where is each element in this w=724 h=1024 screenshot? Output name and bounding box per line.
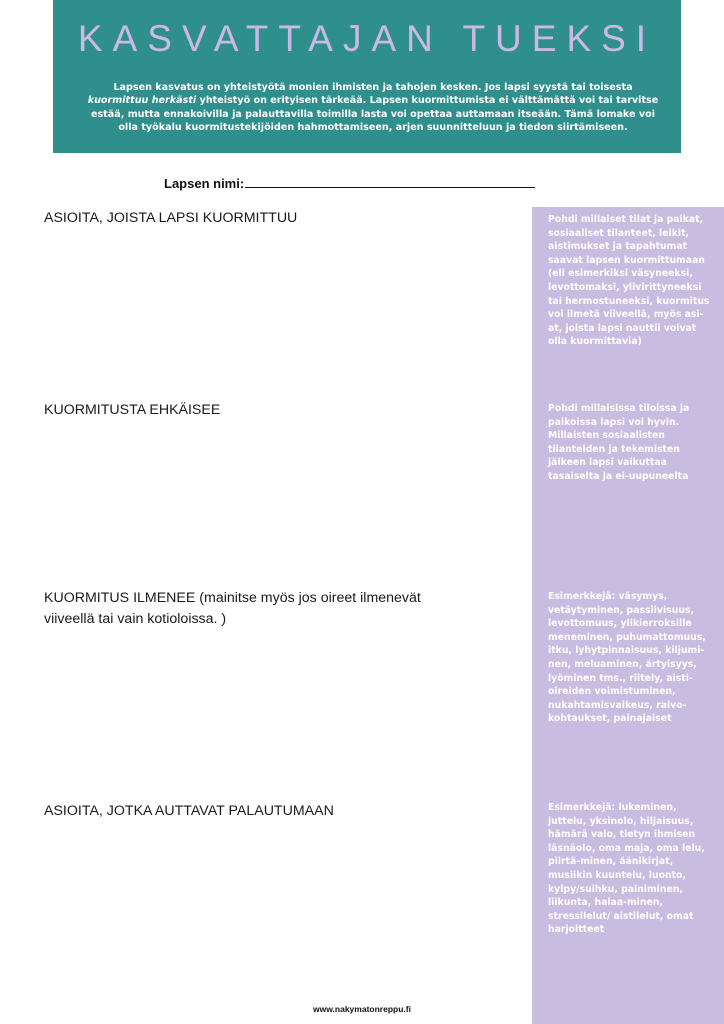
section-title-prevention: KUORMITUSTA EHKÄISEE (44, 402, 221, 418)
section-title-symptoms: KUORMITUS ILMENEE (mainitse myös jos oireet ilmenevät viiveellä tai vain kotioloissa. ) (44, 590, 421, 627)
intro-emphasis: kuormittuu herkästi (87, 95, 197, 107)
page-title: KASVATTAJAN TUEKSI (77, 18, 657, 59)
hint-symptoms: Esimerkkejä: väsymys, vetäytyminen, passiivisuus, levottomuus, ylikierroksille meneminen, puhumattomuus, itku, lyhytpinnaisuus, kiljumi-nen, meluaminen, ärtyisyys, lyöminen tms., riitely, aisti-oireiden voimistuminen, nukahtamisvaikeus, raivo-kohtaukset, painajaiset (548, 591, 706, 725)
child-name-blank-line[interactable] (245, 175, 535, 188)
hint-recovery: Esimerkkejä: lukeminen, juttelu, yksinolo, hiljaisuus, hämärä valo, tietyn ihmisen läsnäolo, oma maja, oma lelu, piirtä-minen, äänikirjat, musiikin kuuntelu, luonto, kylpy/suihku, painiminen, liikunta, halaa-minen, stressilelut/ aistilelut, omat harjoitteet (548, 802, 705, 936)
child-name-label: Lapsen nimi: (164, 176, 245, 191)
hint-stressors: Pohdi millaiset tilat ja paikat, sosiaaliset tilanteet, leikit, aistimukset ja tapahtumat saavat lapsen kuormittumaan (eli esimerkiksi väsyneeksi, levottomaksi, ylivirittyneeksi tai hermostuneeksi, kuormitus voi ilmetä viiveellä, myös asi-at, joista lapsi nauttii voivat olla kuormittavia) (548, 214, 710, 348)
hint-prevention: Pohdi millaisissa tiloissa ja paikoissa lapsi voi hyvin. Millaisten sosiaalisten tilanteiden ja tekemisten jälkeen lapsi vaikuttaa tasaiselta ja ei-uupuneelta (548, 403, 690, 482)
intro-text-1: Lapsen kasvatus on yhteistyötä monien ihmisten ja tahojen kesken. Jos lapsi syystä tai toisesta (113, 82, 633, 93)
section-title-recovery: ASIOITA, JOTKA AUTTAVAT PALAUTUMAAN (44, 803, 334, 819)
header-banner (53, 0, 681, 153)
child-name-field (164, 175, 535, 191)
section-title-stressors: ASIOITA, JOISTA LAPSI KUORMITTUU (44, 210, 298, 226)
intro-paragraph (83, 81, 663, 135)
intro-text-2: yhteistyö on erityisen tärkeää. Lapsen kuormittumista ei välttämättä voi tai tarvitse estää, mutta ennakoivilla ja palauttavilla toimilla lasta voi opettaa auttamaan itseään. Tämä lomake voi olla työkalu kuormitustekijöiden hahmottamiseen, arjen suunnitteluun ja tiedon siirtämiseen. (90, 95, 659, 134)
footer-url: www.nakymatonreppu.fi (313, 1004, 411, 1014)
